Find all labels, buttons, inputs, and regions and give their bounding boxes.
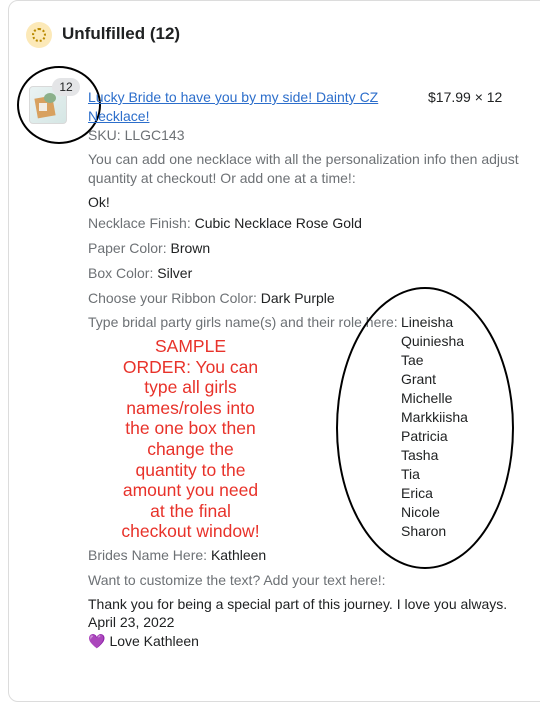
property-value: Dark Purple bbox=[260, 290, 335, 306]
name-item: Patricia bbox=[401, 428, 448, 444]
annotation-line: at the final bbox=[150, 500, 231, 521]
names-label: Type bridal party girls name(s) and their role here: bbox=[88, 314, 398, 330]
annotation-line: quantity to the bbox=[135, 459, 246, 480]
annotation-line: checkout window! bbox=[121, 521, 260, 542]
property-label: Paper Color: bbox=[88, 240, 167, 256]
product-title-line: Necklace! bbox=[88, 108, 150, 124]
annotation-line: SAMPLE bbox=[155, 336, 226, 356]
name-item: Tae bbox=[401, 352, 424, 368]
property-necklace-finish bbox=[88, 214, 362, 233]
property-paper-color bbox=[88, 239, 210, 258]
property-label: Necklace Finish: bbox=[88, 215, 191, 231]
brides-name bbox=[88, 546, 266, 565]
name-item: Quiniesha bbox=[401, 333, 465, 349]
custom-text-label: Want to customize the text? Add your text here!: bbox=[88, 572, 386, 588]
annotation-line: amount you need bbox=[122, 480, 259, 501]
property-value: Cubic Necklace Rose Gold bbox=[194, 215, 362, 231]
name-item: Michelle bbox=[401, 390, 453, 406]
section-heading: Unfulfilled (12) bbox=[62, 24, 181, 43]
annotation-line: ORDER: You can bbox=[122, 356, 259, 377]
name-item: Lineisha bbox=[401, 314, 454, 330]
name-item: Grant bbox=[401, 371, 437, 387]
name-item: Tasha bbox=[401, 447, 439, 463]
purple-heart-icon: 💜 bbox=[88, 633, 106, 649]
note-label-line: quantity at checkout! Or add one at a time!: bbox=[88, 170, 356, 186]
annotation-line: names/roles into bbox=[126, 397, 255, 418]
custom-text-line: April 23, 2022 bbox=[88, 614, 175, 630]
property-label: Box Color: bbox=[88, 265, 154, 281]
custom-text-line: Thank you for being a special part of this journey. I love you always. bbox=[88, 596, 508, 612]
quantity-badge: 12 bbox=[52, 78, 80, 96]
name-item: Sharon bbox=[401, 523, 447, 539]
unfulfilled-status-icon bbox=[26, 22, 52, 48]
names-list bbox=[401, 313, 468, 541]
property-label: Brides Name Here: bbox=[88, 547, 208, 563]
property-box-color bbox=[88, 264, 192, 283]
product-title-line: Lucky Bride to have you by my side! Dainty CZ bbox=[88, 89, 379, 105]
price-times-quantity: $17.99 × 12 bbox=[428, 89, 503, 105]
sample-order-annotation bbox=[108, 336, 273, 542]
sku: SKU: LLGC143 bbox=[88, 127, 185, 143]
annotation-line: the one box then bbox=[125, 418, 256, 439]
annotation-line: change the bbox=[147, 438, 234, 459]
annotation-line: type all girls bbox=[144, 377, 237, 398]
property-value: Kathleen bbox=[210, 547, 267, 563]
note-value: Ok! bbox=[88, 194, 110, 210]
property-ribbon-color bbox=[88, 289, 335, 308]
name-item: Markkiisha bbox=[401, 409, 468, 425]
note-label-line: You can add one necklace with all the personalization info then adjust bbox=[88, 151, 519, 167]
name-item: Tia bbox=[401, 466, 420, 482]
custom-text-line: Love Kathleen bbox=[109, 633, 199, 649]
property-label: Choose your Ribbon Color: bbox=[88, 290, 257, 306]
name-item: Erica bbox=[401, 485, 433, 501]
property-value: Silver bbox=[157, 265, 193, 281]
name-item: Nicole bbox=[401, 504, 440, 520]
property-value: Brown bbox=[170, 240, 211, 256]
custom-text-signoff bbox=[88, 632, 199, 651]
product-title-link[interactable] bbox=[88, 88, 398, 126]
